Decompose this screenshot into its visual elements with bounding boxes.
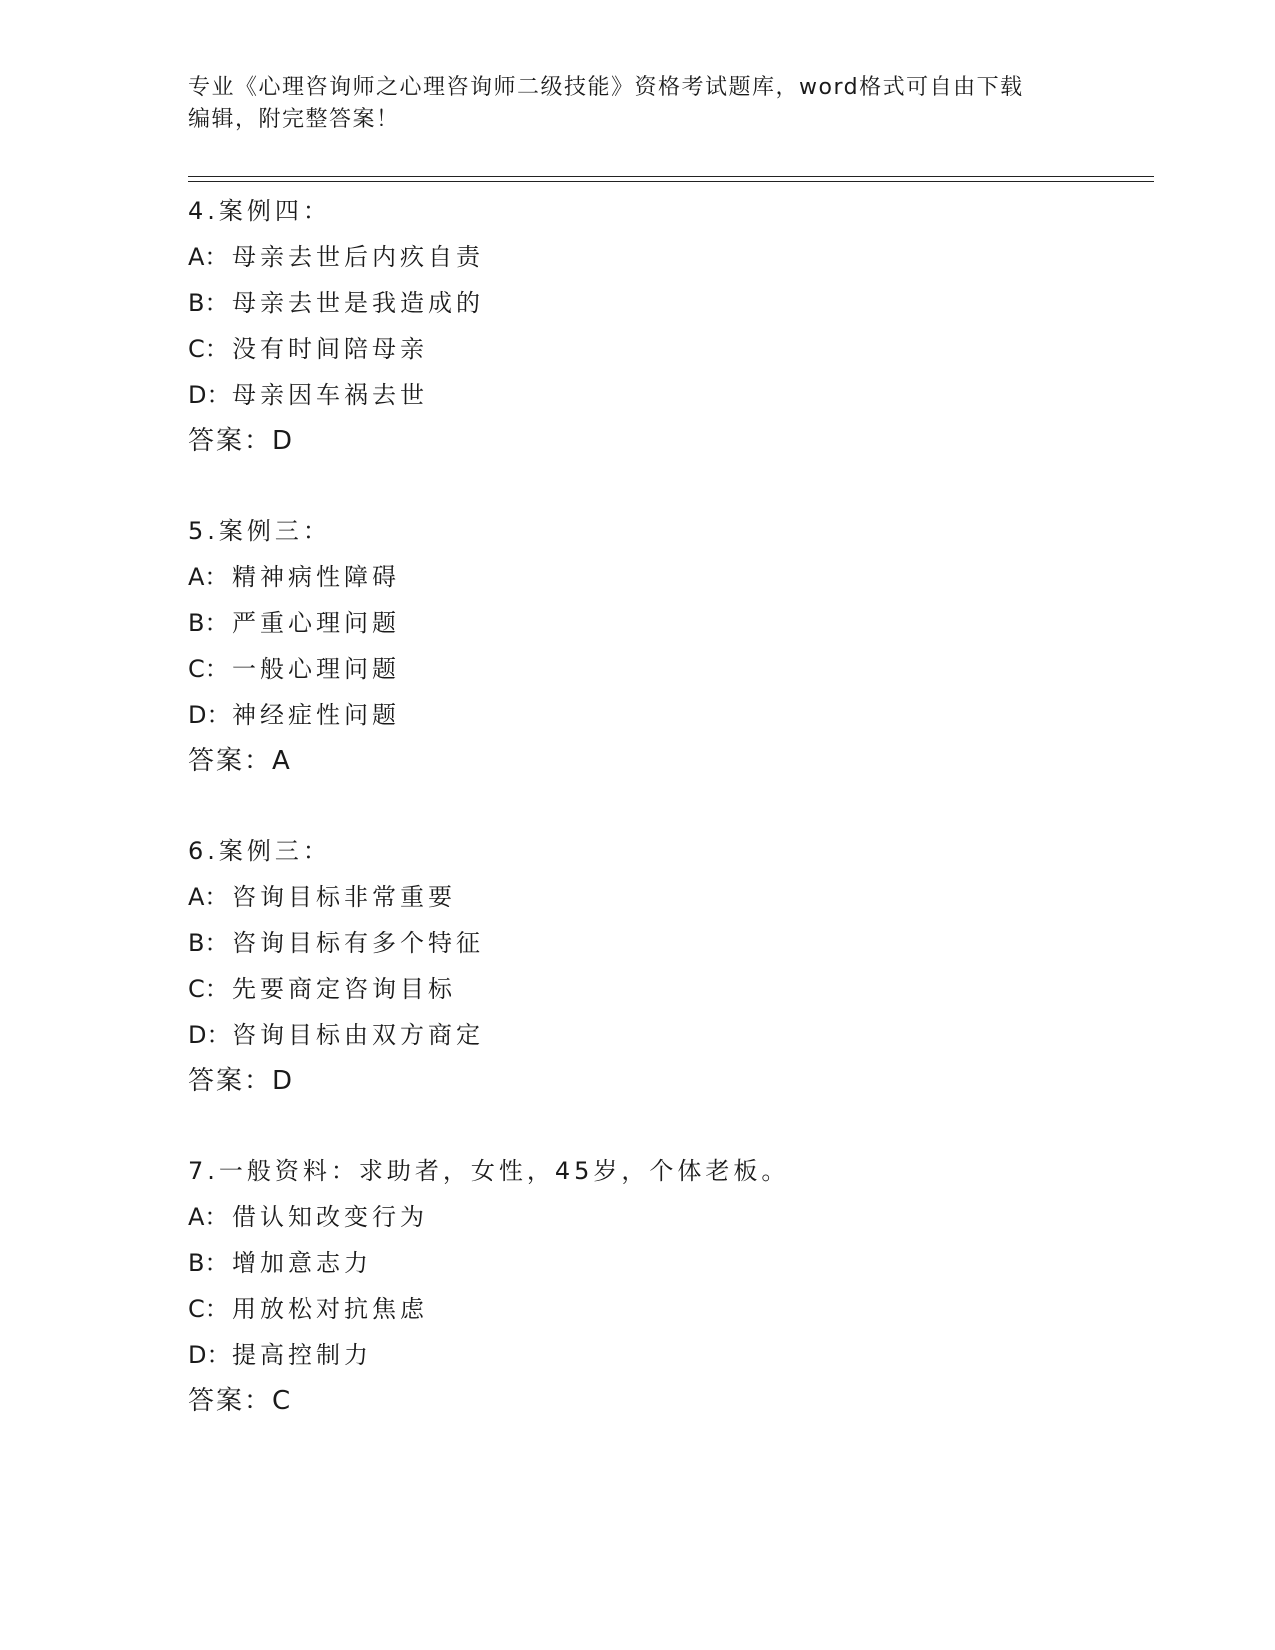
- option-key: D：: [188, 701, 231, 729]
- answer-line: 答案：D: [188, 426, 295, 456]
- question-stem: 6.案例三：: [188, 837, 331, 865]
- option-text: 咨询目标由双方商定: [232, 1021, 484, 1049]
- option-text: 严重心理问题: [232, 609, 400, 637]
- option-key: B：: [188, 929, 229, 957]
- option-text: 提高控制力: [232, 1341, 372, 1369]
- answer-line: 答案：D: [188, 1066, 295, 1096]
- option-b: [188, 920, 1088, 966]
- option-d: [188, 692, 1088, 738]
- option-c: [188, 1286, 1088, 1332]
- header-divider-bottom: [188, 181, 1154, 182]
- option-b: [188, 280, 1088, 326]
- option-text: 精神病性障碍: [232, 563, 400, 591]
- option-key: A：: [188, 563, 229, 591]
- answer-line: 答案：C: [188, 1386, 293, 1416]
- option-d: [188, 1332, 1088, 1378]
- option-d: [188, 372, 1088, 418]
- option-key: C：: [188, 1295, 229, 1323]
- option-c: [188, 646, 1088, 692]
- option-a: [188, 1194, 1088, 1240]
- answer-line: 答案：A: [188, 746, 292, 776]
- option-text: 借认知改变行为: [232, 1203, 428, 1231]
- option-key: D：: [188, 1341, 231, 1369]
- option-key: A：: [188, 883, 229, 911]
- option-key: C：: [188, 655, 229, 683]
- option-a: [188, 234, 1088, 280]
- option-key: B：: [188, 289, 229, 317]
- option-c: [188, 966, 1088, 1012]
- option-text: 神经症性问题: [232, 701, 400, 729]
- option-a: [188, 874, 1088, 920]
- question-5: [188, 508, 1088, 784]
- option-text: 没有时间陪母亲: [232, 335, 428, 363]
- option-key: D：: [188, 1021, 231, 1049]
- option-text: 一般心理问题: [232, 655, 400, 683]
- question-4: [188, 188, 1088, 464]
- option-key: B：: [188, 609, 229, 637]
- header-line-1: 专业《心理咨询师之心理咨询师二级技能》资格考试题库，word格式可自由下载: [188, 75, 1024, 100]
- question-6: [188, 828, 1088, 1104]
- option-text: 母亲去世是我造成的: [232, 289, 484, 317]
- option-key: C：: [188, 335, 229, 363]
- option-text: 母亲去世后内疚自责: [232, 243, 484, 271]
- header-line-2: 编辑，附完整答案！: [188, 107, 400, 132]
- option-text: 咨询目标有多个特征: [232, 929, 484, 957]
- option-d: [188, 1012, 1088, 1058]
- option-key: A：: [188, 243, 229, 271]
- option-text: 先要商定咨询目标: [232, 975, 456, 1003]
- option-key: C：: [188, 975, 229, 1003]
- document-header: [188, 72, 1088, 136]
- question-stem: 4.案例四：: [188, 197, 331, 225]
- option-a: [188, 554, 1088, 600]
- option-b: [188, 600, 1088, 646]
- option-key: A：: [188, 1203, 229, 1231]
- option-b: [188, 1240, 1088, 1286]
- option-text: 咨询目标非常重要: [232, 883, 456, 911]
- question-7: [188, 1148, 1088, 1424]
- option-text: 母亲因车祸去世: [232, 381, 428, 409]
- option-key: B：: [188, 1249, 229, 1277]
- question-stem: 5.案例三：: [188, 517, 331, 545]
- option-text: 用放松对抗焦虑: [232, 1295, 428, 1323]
- option-text: 增加意志力: [232, 1249, 372, 1277]
- header-divider-top: [188, 176, 1154, 177]
- option-c: [188, 326, 1088, 372]
- question-stem: 7.一般资料：求助者，女性，45岁，个体老板。: [188, 1157, 790, 1185]
- option-key: D：: [188, 381, 231, 409]
